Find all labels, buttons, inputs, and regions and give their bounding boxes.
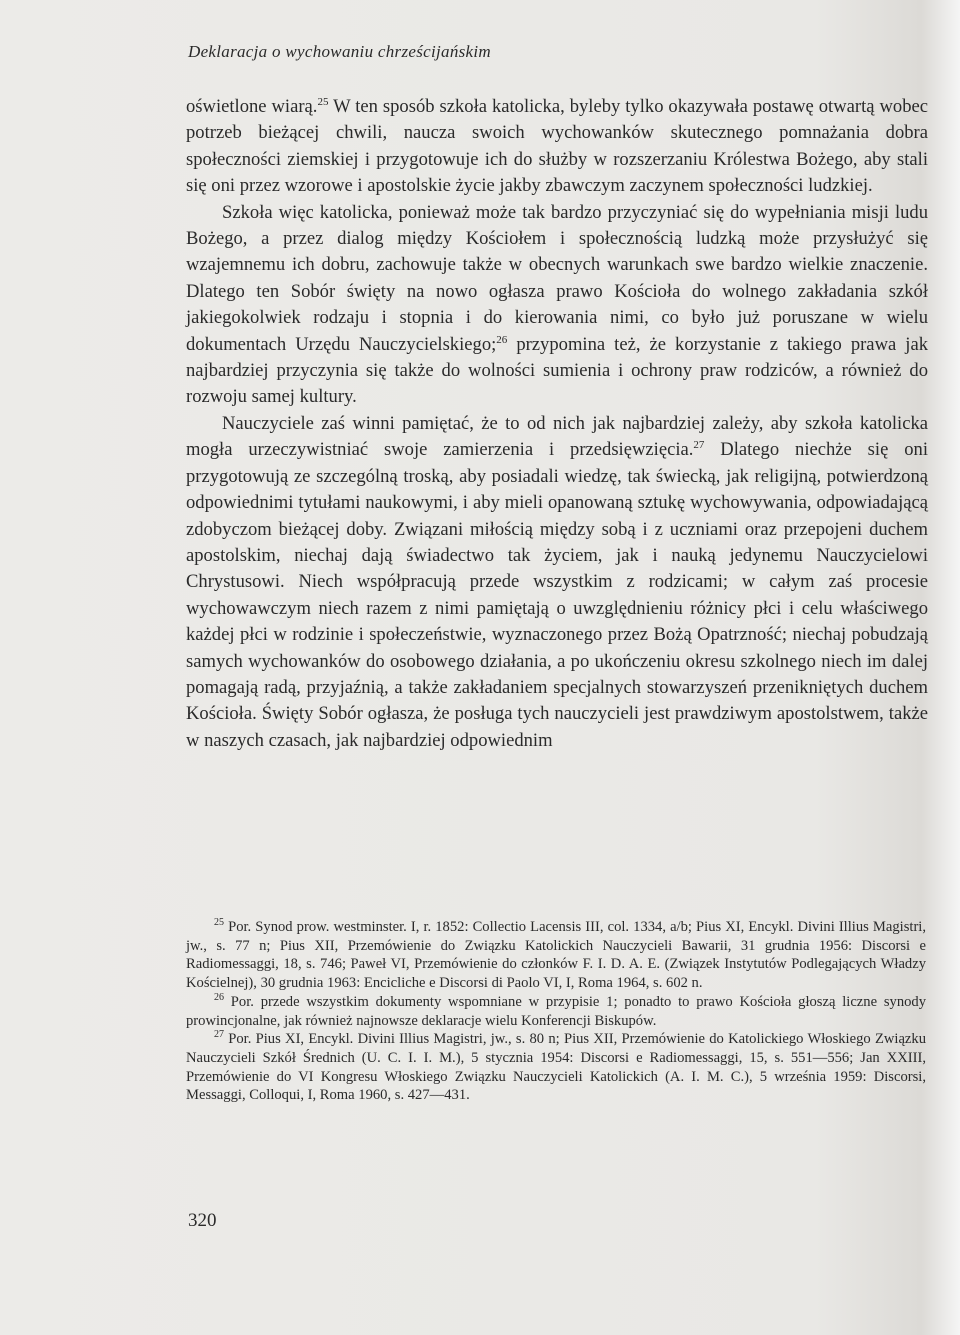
body-text [186,94,928,754]
footnote-number: 26 [214,991,224,1003]
footnote-number: 27 [214,1029,224,1041]
running-head: Deklaracja o wychowaniu chrześcijańskim [188,42,492,61]
footnote-ref-26: 26 [496,333,508,346]
paragraph-2: Szkoła więc katolicka, ponieważ może tak bardzo przyczyniać się do wypełniania misji ludu Bożego, a przez dialog między Kościołem i społecznością ludzką może przysłużyć się wzajemnemu ich dobru, zachowuje także w obecnych warunkach swe bardzo wielkie znaczenie. Dlatego ten Sobór święty na nowo ogłasza prawo Kościoła do wolnego zakładania szkół jakiegokolwiek rodzaju i stopnia i do kierowania nimi, co było już poruszane w wielu dokumentach Urzędu Nauczycielskiego;$^{26}$ przypomina też, że korzystanie z takiego prawa jak najbardziej przyczynia się także do wolności sumienia i ochrony praw rodziców, a również do rozwoju samej kultury. [186,201,928,408]
footnote-number: 25 [214,917,224,929]
paragraph-1: oświetlone wiarą.$^{25}$ W ten sposób szkoła katolicka, byleby tylko okazywała postawę otwartą wobec potrzeb bieżącej chwili, naucza swoich wychowanków skutecznego pomnażania dobra społeczności ziemskiej i przygotowuje ich do służby w rozszerzaniu Królestwa Bożego, aby stali się oni przez wzorowe i apostolskie życie jakby zbawczym zaczynem społeczności ludzkiej. [186,95,928,197]
footnote-ref-27: 27 [693,439,705,452]
paragraph-3: Nauczyciele zaś winni pamiętać, że to od nich jak najbardziej zależy, aby szkoła katolicka mogła urzeczywistniać swoje zamierzenia i przedsięwzięcia.$^{27}$ Dlatego niechże się oni przygotowują ze szczególną troską, aby posiadali wiedzę, tak świecką, jak religijną, potwierdzoną odpowiednimi tytułami naukowymi, i aby mieli opanowaną sztukę wychowywania, odpowiadającą zdobyczom bieżącej doby. Związani miłością między sobą i z uczniami oraz przepojeni duchem apostolskim, niechaj dają świadectwo tak życiem, jak i nauką jedynemu Nauczycielowi Chrystusowi. Niech współpracują przede wszystkim z rodzicami; w całym zaś procesie wychowawczym niech razem z nimi pamiętają o uwzględnieniu różnicy płci i celu właściwego każdej płci w rodzinie i społeczeństwie, wyznaczonego przez Bożą Opatrzność; niechaj pobudzają samych wychowanków do osobowego działania, a po ukończeniu okresu szkolnego niech im dalej pomagają radą, przyjaźnią, a także zakładaniem specjalnych stowarzyszeń przenikniętych duchem Kościoła. Święty Sobór ogłasza, że posługa tych nauczycieli jest prawdziwym apostolstwem, także w naszych czasach, jak najbardziej odpowiednim [186,412,928,751]
footnote-ref-25: 25 [317,95,329,108]
footnotes [186,918,926,1105]
footnote-26: $^{26}$ Por. przede wszystkim dokumenty wspomniane w przypisie 1; ponadto to prawo Kościoła głoszą liczne synody prowincjonalne, jak również najnowsze deklaracje wielu Konferencji Biskupów. [186,991,927,1029]
footnote-25: $^{25}$ Por. Synod prow. westminster. I, r. 1852: Collectio Lacensis III, col. 1334, a/b; Pius XI, Encykl. Divini Illius Magistri, jw., s. 77 n; Pius XII, Przemówienie do Związku Katolickich Nauczycieli Bawarii, 31 grudnia 1956: Discorsi e Radiomessaggi, 18, s. 746; Paweł VI, Przemówienie do członków F. I. D. A. E. (Związek Instytutów Podlegających Władzy Kościelnej), 30 grudnia 1963: Encicliche e Discorsi di Paolo VI, I, Roma 1964, s. 602 n. [186,917,927,992]
page-number: 320 [188,1210,217,1231]
footnote-27: $^{27}$ Por. Pius XI, Encykl. Divini Illius Magistri, jw., s. 80 n; Pius XII, Przemówienie do Katolickiego Włoskiego Związku Nauczycieli Szkół Średnich (U. C. I. I. M.), 5 stycznia 1954: Discorsi e Radiomessaggi, 15, s. 551—556; Jan XXIII, Przemówienie do VI Kongresu Włoskiego Związku Nauczycieli Katolickich (A. I. M. C.), 5 września 1959: Discorsi, Messaggi, Colloqui, I, Roma 1960, s. 427—431. [186,1029,926,1104]
